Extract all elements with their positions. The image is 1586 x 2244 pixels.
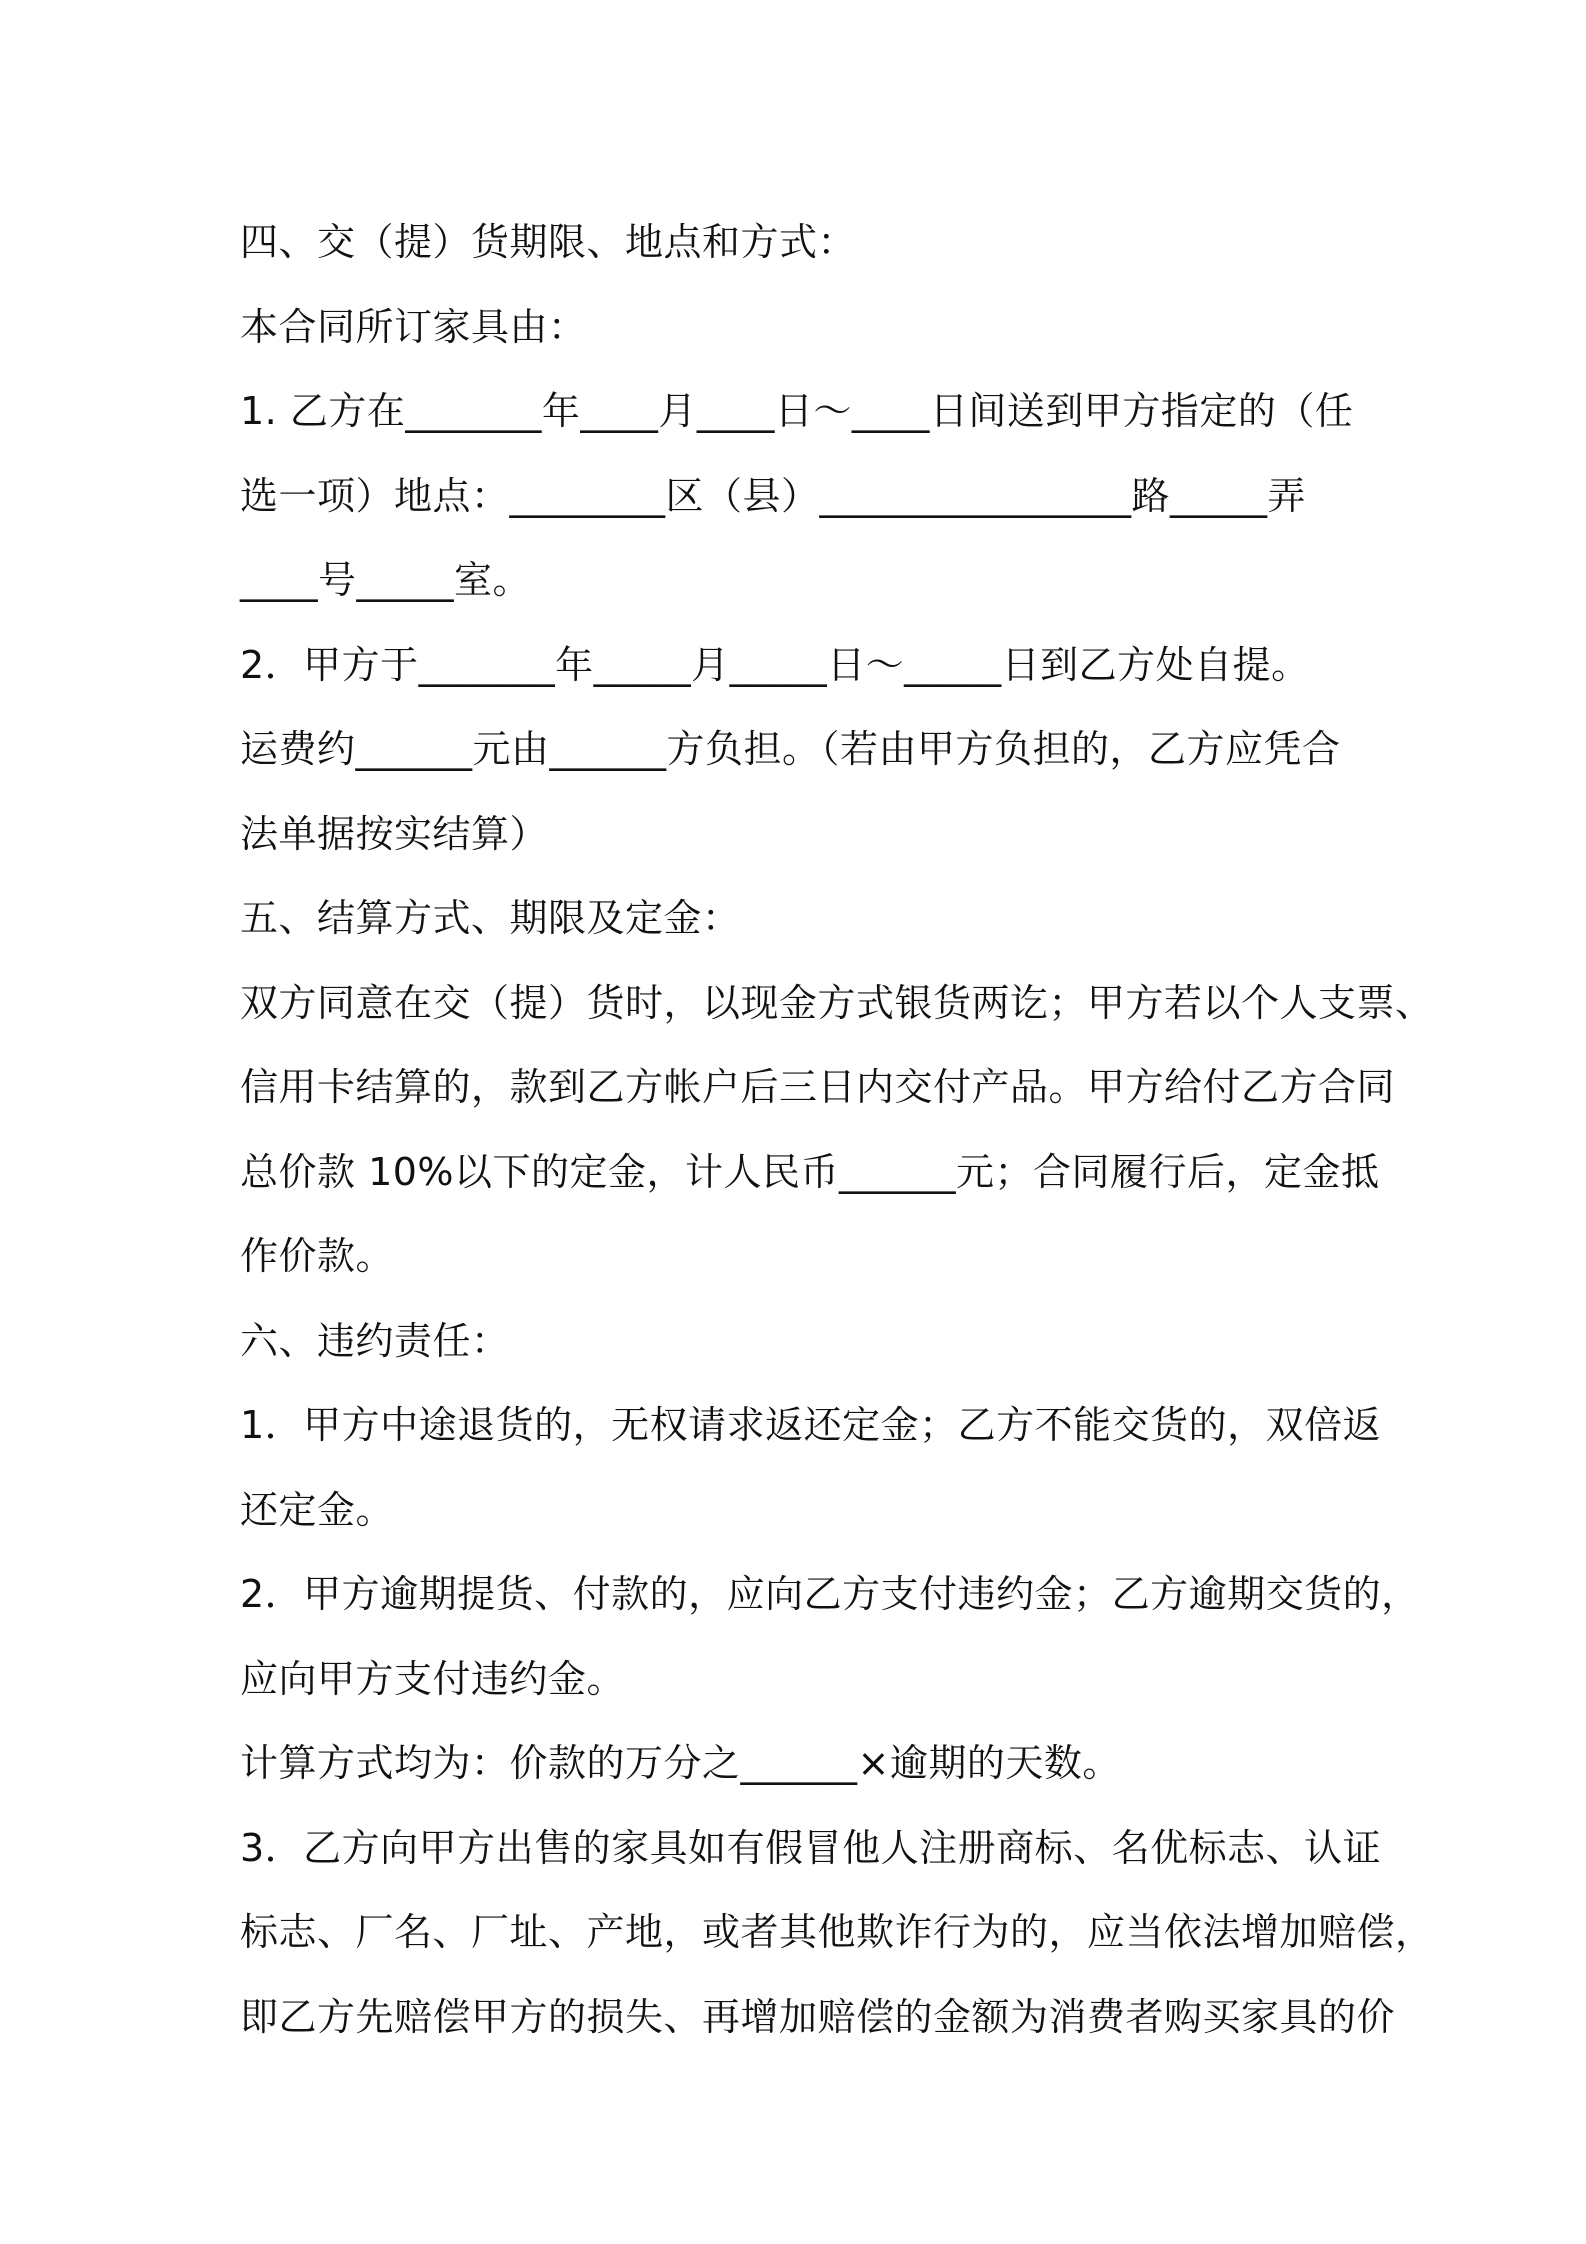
- paragraph-line: 2．甲方于_______年_____月_____日～_____日到乙方处自提。: [240, 642, 1310, 687]
- paragraph-line: 应向甲方支付违约金。: [240, 1656, 626, 1701]
- paragraph-line: 运费约______元由______方负担。（若由甲方负担的，乙方应凭合: [240, 727, 1341, 771]
- paragraph-line: 即乙方先赔偿甲方的损失、再增加赔偿的金额为消费者购买家具的价: [240, 1994, 1396, 2039]
- section-heading-delivery: 四、交（提）货期限、地点和方式：: [240, 220, 857, 264]
- paragraph-line: 2．甲方逾期提货、付款的，应向乙方支付违约金；乙方逾期交货的，: [240, 1572, 1420, 1616]
- paragraph-line: 作价款。: [240, 1234, 395, 1278]
- paragraph-line: 标志、厂名、厂址、产地，或者其他欺诈行为的，应当依法增加赔偿，: [240, 1910, 1434, 1954]
- paragraph-line: 还定金。: [240, 1487, 395, 1532]
- paragraph-line: 计算方式均为：价款的万分之______×逾期的天数。: [240, 1741, 1121, 1785]
- paragraph-line: 1. 乙方在_______年____月____日～____日间送到甲方指定的（任: [240, 389, 1354, 433]
- paragraph-line: 选一项）地点：________区（县）________________路_____弄: [240, 473, 1307, 518]
- paragraph-line: ____号_____室。: [240, 558, 532, 602]
- paragraph-line: 信用卡结算的，款到乙方帐户后三日内交付产品。甲方给付乙方合同: [240, 1065, 1396, 1109]
- section-heading-settlement: 五、结算方式、期限及定金：: [240, 896, 741, 940]
- document-body: [240, 200, 1434, 2059]
- paragraph-line: 本合同所订家具由：: [240, 304, 587, 349]
- section-heading-liability: 六、违约责任：: [240, 1318, 510, 1363]
- paragraph-line: 法单据按实结算）: [240, 811, 549, 856]
- paragraph-line: 1．甲方中途退货的，无权请求返还定金；乙方不能交货的，双倍返: [240, 1403, 1382, 1447]
- paragraph-line: 双方同意在交（提）货时，以现金方式银货两讫；甲方若以个人支票、: [240, 980, 1434, 1025]
- paragraph-line: 总价款 10%以下的定金，计人民币______元；合同履行后，定金抵: [240, 1149, 1380, 1194]
- paragraph-line: 3．乙方向甲方出售的家具如有假冒他人注册商标、名优标志、认证: [240, 1825, 1382, 1870]
